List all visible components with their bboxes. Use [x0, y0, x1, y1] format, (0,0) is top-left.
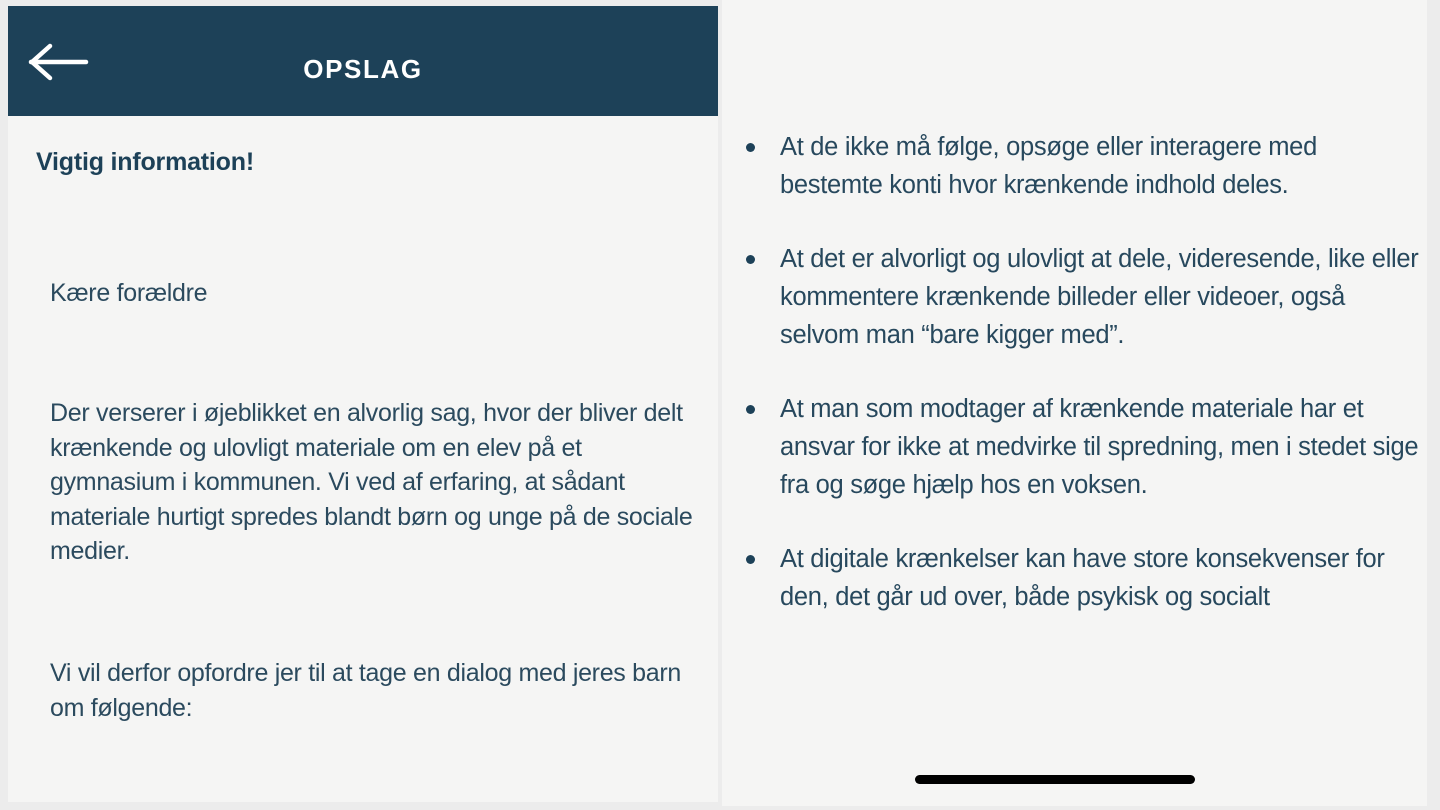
bullet-dot-icon: [746, 405, 755, 414]
list-item: [722, 240, 1420, 354]
list-item: [722, 128, 1420, 204]
paragraph-greeting: Kære forældre: [50, 279, 208, 307]
bullet-dot-icon: [746, 555, 755, 564]
paragraph-closing: Vi vil derfor opfordre jer til at tage en dialog med jeres barn om følgende:: [50, 659, 681, 722]
list-item-label: At digitale krænkelser kan have store konsekvenser for den, det går ud over, både psykisk og socialt: [780, 545, 1385, 611]
app-header-bar: [8, 6, 718, 116]
home-indicator-bar: [915, 775, 1195, 784]
right-phone-screenshot: [722, 0, 1427, 806]
list-item: [722, 540, 1420, 616]
bullet-dot-icon: [746, 143, 755, 152]
app-header-title: OPSLAG: [303, 54, 423, 84]
list-item-label: At de ikke må følge, opsøge eller interagere med bestemte konti hvor krænkende indhold deles.: [780, 133, 1317, 199]
left-phone-screenshot: [8, 6, 718, 802]
post-content-area[interactable]: [8, 116, 718, 802]
paragraph-main: Der verserer i øjeblikket en alvorlig sag, hvor der bliver delt krænkende og ulovligt materiale om en elev på et gymnasium i kommunen. Vi ved af erfaring, at sådant materiale hurtigt spredes blandt børn og unge på de sociale medier.: [50, 399, 693, 565]
post-title: Vigtig information!: [36, 148, 254, 176]
bullet-scroll-area[interactable]: [722, 0, 1427, 737]
guidance-bullet-list: [722, 128, 1427, 652]
list-item-label: At det er alvorligt og ulovligt at dele, videresende, like eller kommentere krænkende billeder eller videoer, også selvom man “bare kigger med”.: [780, 245, 1419, 349]
list-item: [722, 390, 1420, 504]
bullet-dot-icon: [746, 255, 755, 264]
list-item-label: At man som modtager af krænkende materiale har et ansvar for ikke at medvirke til spredning, men i stedet sige fra og søge hjælp hos en voksen.: [780, 395, 1419, 499]
